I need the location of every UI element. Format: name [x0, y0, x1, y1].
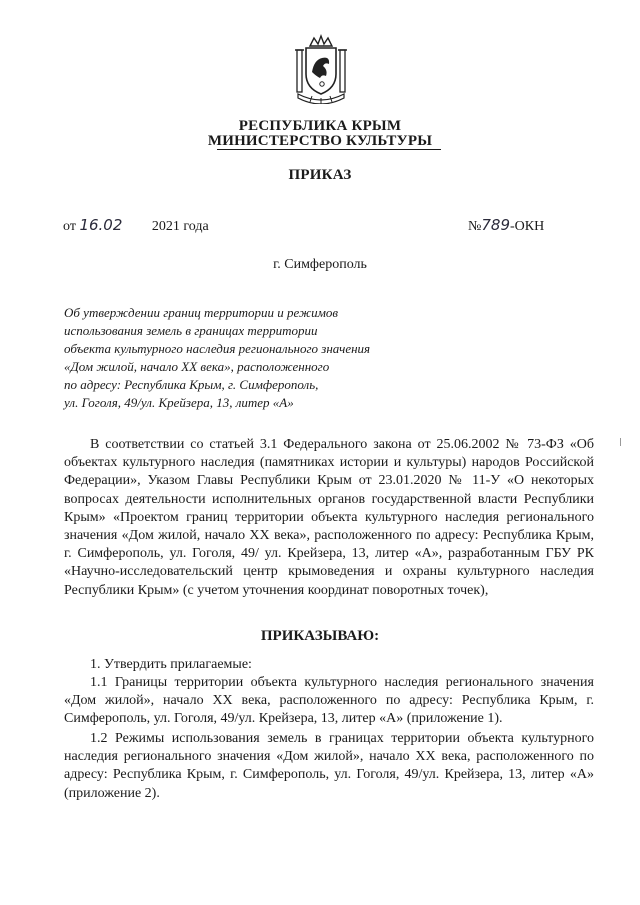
city: г. Симферополь: [273, 257, 367, 272]
document-type-title: ПРИКАЗ: [288, 167, 352, 183]
order-number: [468, 216, 544, 235]
ministry-title: МИНИСТЕРСТВО КУЛЬТУРЫ: [207, 133, 433, 149]
item-1-1: [64, 674, 594, 729]
header-rule: [217, 149, 441, 150]
item-1-1-text: 1.1 Границы территории объекта культурного наследия регионального значения «Дом жилой», начало XX века, расположенного по адресу: Республика Крым, г. Симферополь, ул. Гоголя, 49/ул. Крейзера, 13, литер «А» (приложение 1).: [64, 675, 594, 727]
subject-line: Об утверждении границ территории и режимов: [64, 305, 339, 320]
subject-line: «Дом жилой, начало XX века», расположенного: [64, 359, 330, 374]
date-prefix: от: [63, 219, 76, 234]
number-prefix: №: [468, 219, 482, 234]
republic-title: РЕСПУБЛИКА КРЫМ: [238, 118, 402, 134]
margin-mark: [620, 438, 621, 446]
preamble-text: В соответствии со статьей 3.1 Федерального закона от 25.06.2002 № 73-ФЗ «Об объектах культурного наследия (памятниках истории и культуры) народов Российской Федерации», Указом Главы Республики Крым от 23.01.2020 № 11-У «О некоторых вопросах деятельности исполнительных органов государственной власти Республики Крым» «Проектом границ территории объекта культурного наследия регионального значения «Дом жилой, начало XX века», расположенного по адресу: Республика Крым, г. Симферополь, ул. Гоголя, 49/ ул. Крейзера, 13, литер «А», разработанным ГБУ РК «Научно-исследовательский центр крымоведения и охраны культурного наследия Республики Крым» (с учетом уточнения координат поворотных точек),: [64, 437, 594, 598]
handwritten-number: 789: [481, 216, 510, 234]
subject-line: использования земель в границах территории: [64, 323, 318, 338]
preamble-paragraph: [64, 436, 594, 600]
date-year: 2021 года: [151, 219, 209, 234]
number-suffix: -ОКН: [510, 219, 545, 234]
item-1-2: [64, 730, 594, 803]
item-1: [64, 656, 594, 674]
order-subject: [64, 304, 394, 412]
subject-line: объекта культурного наследия регионального значения: [64, 341, 371, 356]
item-1-2-text: 1.2 Режимы использования земель в границах территории объекта культурного наследия регионального значения «Дом жилой», начало XX века, расположенного по адресу: Республика Крым, г. Симферополь, ул. Гоголя, 49/ул. Крейзера, 13, литер «А» (приложение 2).: [64, 731, 594, 801]
handwritten-date: 16.02: [79, 216, 123, 234]
item-1-text: 1. Утвердить прилагаемые:: [90, 657, 252, 672]
date-line: [63, 216, 209, 235]
subject-line: по адресу: Республика Крым, г. Симферополь,: [64, 377, 319, 392]
subject-line: ул. Гоголя, 49/ул. Крейзера, 13, литер «А»: [64, 395, 294, 410]
coat-of-arms-emblem: [292, 34, 350, 104]
order-heading: ПРИКАЗЫВАЮ:: [260, 628, 380, 644]
